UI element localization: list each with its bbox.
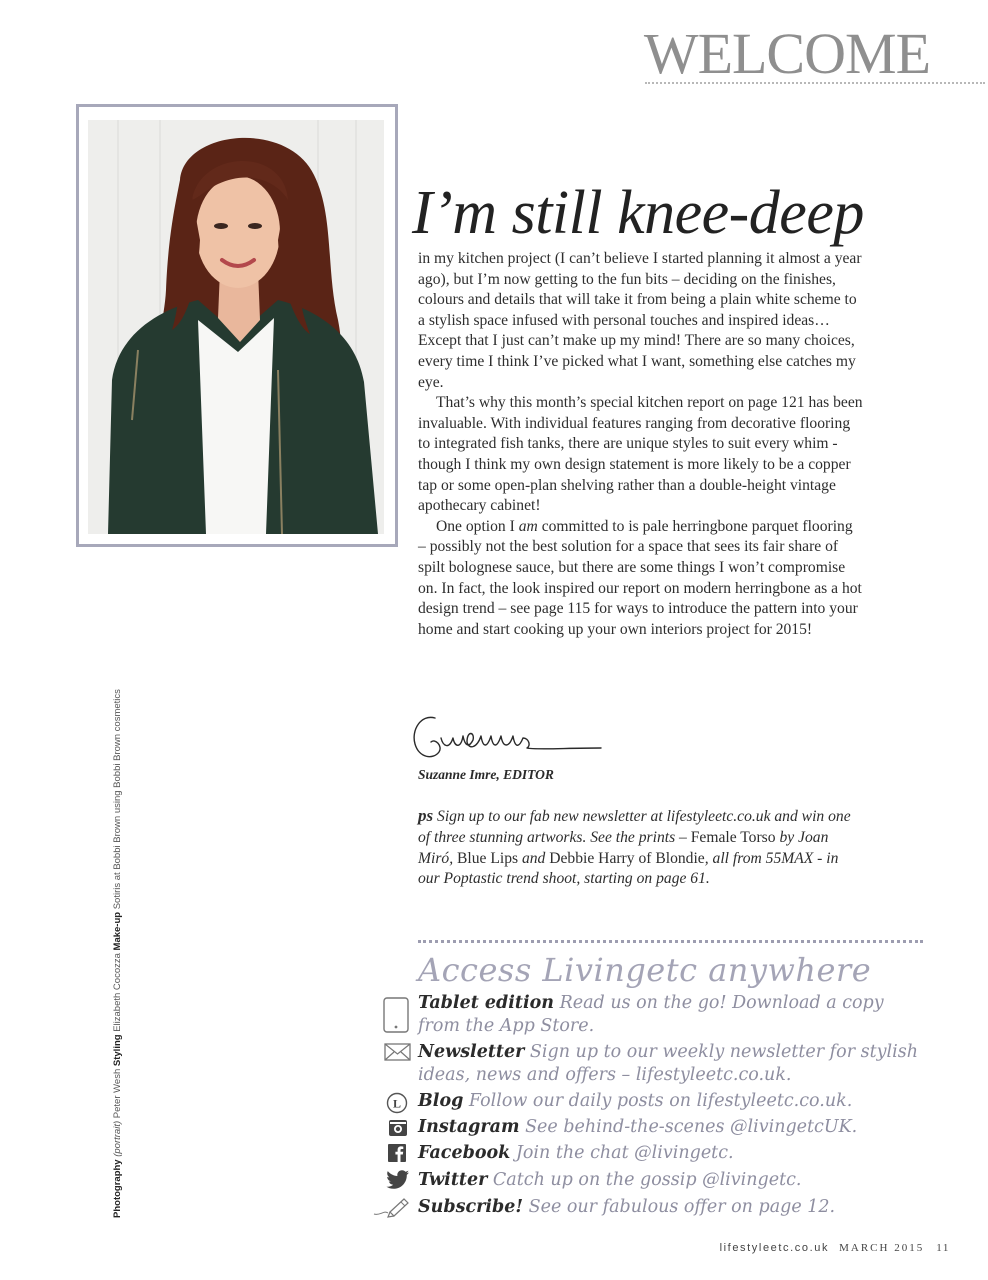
- access-item-text: Follow our daily posts on lifestyleetc.co.uk.: [463, 1091, 853, 1111]
- access-item-label: Subscribe!: [418, 1197, 524, 1217]
- access-item-label: Twitter: [418, 1170, 488, 1190]
- paragraph-emphasis: am: [518, 517, 538, 535]
- ps-note: [418, 806, 858, 890]
- access-item-label: Newsletter: [418, 1042, 525, 1062]
- blog-icon: [386, 1092, 408, 1114]
- footer-site: lifestyleetc.co.uk: [719, 1242, 830, 1254]
- ps-text: and: [518, 849, 550, 867]
- paragraph-text: committed to is pale herringbone parquet flooring – possibly not the best solution for a space that sees its fair share of spilt bolognese sauce, but there are some things I won’t compromise on. In fact, the look inspired our report on modern herringbone as a hot design trend – see page 115 for ways to introduce the pattern into your home and start cooking up your own interiors project for 2015!: [418, 517, 862, 638]
- signature-caption: Suzanne Imre, EDITOR: [418, 767, 554, 782]
- credit-label: Styling: [112, 1034, 123, 1067]
- credit-label: Make-up: [112, 911, 123, 951]
- article-body: [418, 249, 863, 640]
- access-item-subscribe[interactable]: [418, 1196, 928, 1219]
- access-item-text: Join the chat @livingetc.: [510, 1143, 734, 1163]
- editor-portrait-photo: [88, 120, 384, 534]
- instagram-icon: [388, 1119, 408, 1137]
- portrait-illustration: [88, 120, 384, 534]
- access-item-label: Blog: [418, 1091, 464, 1111]
- access-item-text: Catch up on the gossip @livingetc.: [487, 1170, 802, 1190]
- ps-text: Sign up to our fab new newsletter at lifestyleetc.co.uk and win one of three stunning artworks. See the prints –: [418, 808, 851, 846]
- artwork-title: Blue Lips: [456, 849, 519, 867]
- ps-label: ps: [418, 806, 434, 825]
- access-item-text: Sign up to our weekly newsletter for stylish ideas, news and offers – lifestyleetc.co.uk.: [418, 1042, 918, 1085]
- artwork-title: Female Torso: [690, 828, 776, 846]
- credit-label: Photography: [112, 1159, 123, 1218]
- paragraph-text: One option I: [436, 517, 519, 535]
- header-divider: [645, 82, 985, 84]
- article-paragraph: That’s why this month’s special kitchen report on page 121 has been invaluable. With individual features ranging from decorative flooring to integrated fish tanks, there are unique styles to suit every whim - though I think my own design statement is more likely to be a copper tap or some open-plan shelving rather than a double-height vintage apothecary cabinet!: [418, 394, 863, 515]
- page-footer: [720, 1242, 950, 1254]
- pencil-icon: [372, 1196, 412, 1218]
- article-headline: I’m still knee-deep: [412, 179, 864, 247]
- envelope-icon: [384, 1043, 412, 1063]
- access-item-twitter[interactable]: [418, 1169, 928, 1192]
- access-item-text: See our fabulous offer on page 12.: [523, 1197, 836, 1217]
- credit-value: (portrait): [112, 1120, 123, 1157]
- credit-value: Elizabeth Cocozza: [112, 950, 123, 1035]
- access-divider: [418, 940, 923, 943]
- credit-value: Sotiris at Bobbi Brown using Bobbi Brown cosmetics: [112, 689, 123, 912]
- access-item-label: Tablet edition: [418, 993, 555, 1013]
- photo-frame: [76, 104, 398, 547]
- artwork-title: Debbie Harry of Blondie: [549, 849, 705, 867]
- access-item-newsletter[interactable]: [418, 1041, 928, 1086]
- access-item-text: See behind-the-scenes @livingetcUK.: [519, 1117, 858, 1137]
- ps-text: , all from 55MAX - in our Poptastic trend shoot, starting on page 61.: [418, 849, 839, 888]
- access-item-tablet[interactable]: [418, 992, 928, 1037]
- access-item-label: Instagram: [418, 1117, 520, 1137]
- access-item-instagram[interactable]: [418, 1116, 928, 1139]
- page-section-title: WELCOME: [643, 21, 930, 86]
- article-paragraph: [418, 517, 863, 641]
- photo-credits: [112, 689, 128, 1218]
- editor-signature: [405, 708, 615, 770]
- tablet-icon: [382, 996, 412, 1036]
- ps-text: by Joan Miró,: [418, 828, 829, 867]
- access-heading: Access Livingetc anywhere: [418, 951, 872, 989]
- facebook-icon: [388, 1144, 406, 1162]
- page-number: 11: [936, 1242, 950, 1254]
- twitter-icon: [386, 1170, 410, 1190]
- access-item-blog[interactable]: [418, 1090, 928, 1113]
- svg-text:L: L: [392, 1096, 402, 1111]
- access-item-text: Read us on the go! Download a copy from the App Store.: [418, 993, 884, 1036]
- access-item-facebook[interactable]: [418, 1142, 928, 1165]
- article-paragraph: in my kitchen project (I can’t believe I started planning it almost a year ago), but I’m now getting to the fun bits – deciding on the finishes, colours and details that will take it from being a plain white scheme to a stylish space infused with personal touches and inspired ideas… Except that I just can’t make up my mind! There are so many choices, every time I think I’ve picked what I want, something else catches my eye.: [418, 250, 862, 391]
- footer-issue: MARCH 2015: [839, 1242, 925, 1254]
- credit-value: Peter Wesh: [112, 1066, 123, 1121]
- access-item-label: Facebook: [418, 1143, 511, 1163]
